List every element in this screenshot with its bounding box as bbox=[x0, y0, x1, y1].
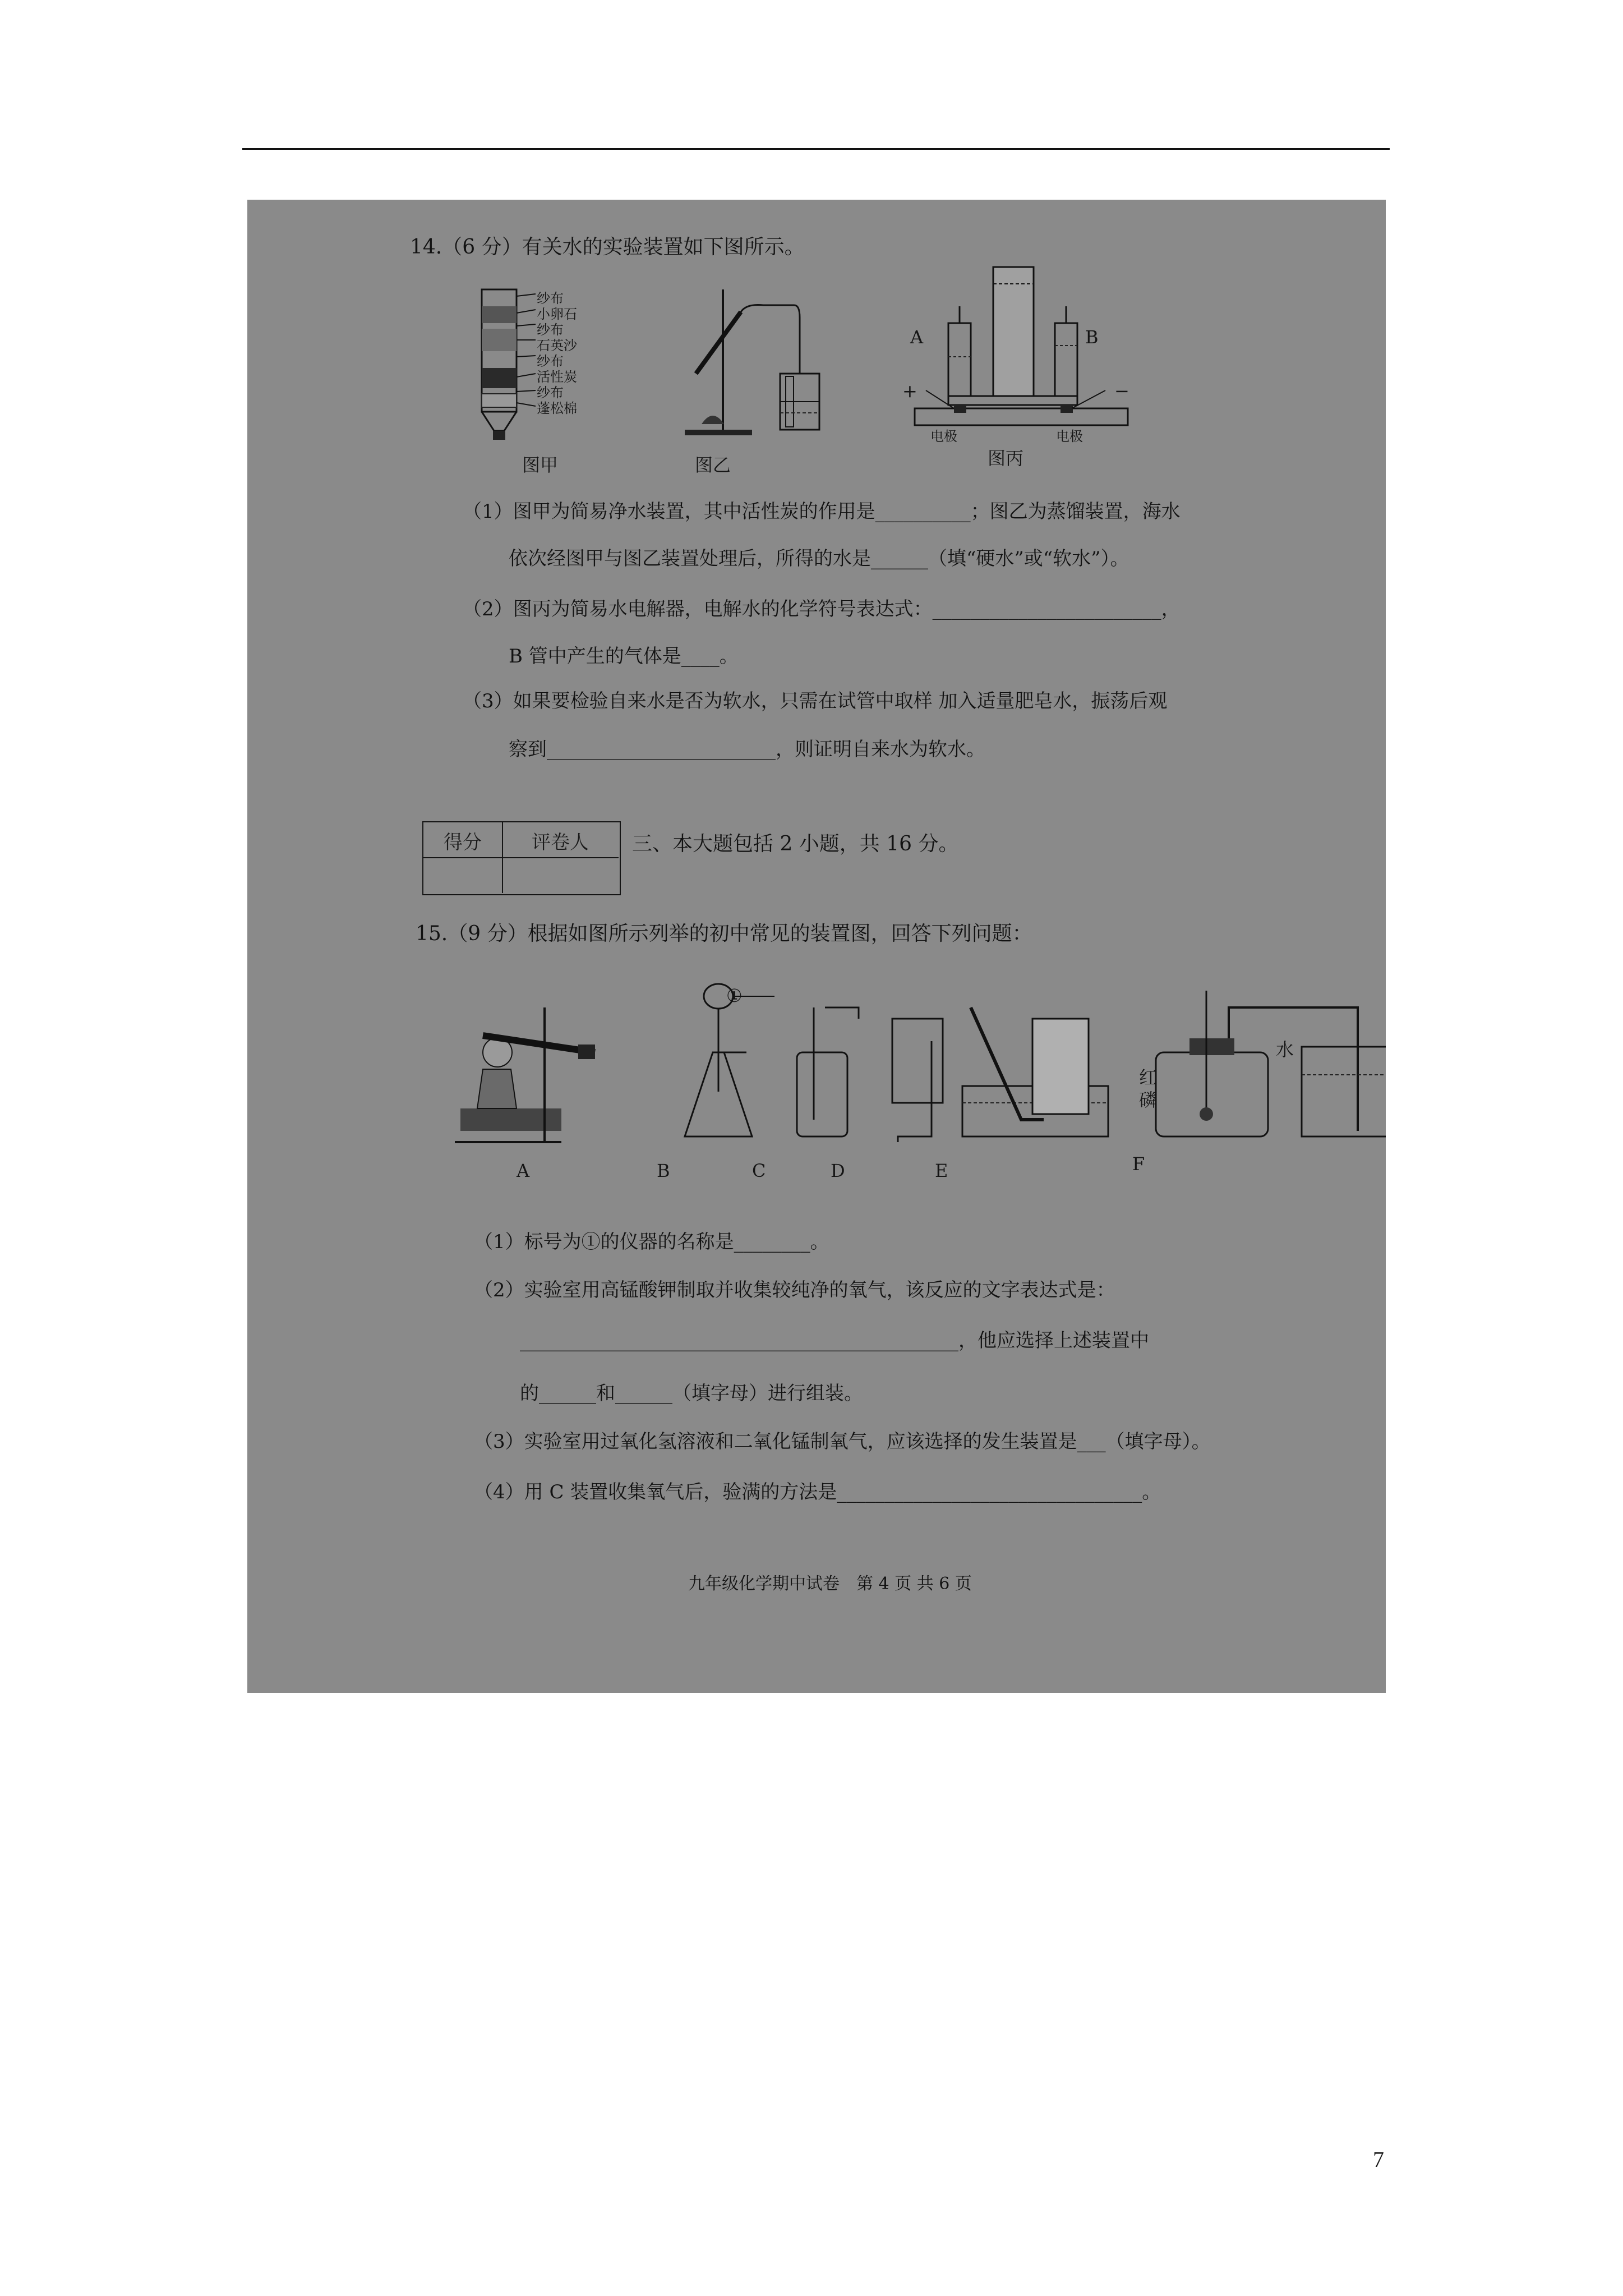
q15-part2-line2: ______________________________________________，他应选择上述装置中 bbox=[520, 1329, 1149, 1352]
score-cell-header bbox=[423, 822, 503, 858]
apparatus-label-d: D bbox=[831, 1160, 845, 1181]
q15-part2-line1: （2）实验室用高锰酸钾制取并收集较纯净的氧气，该反应的文字表达式是： bbox=[474, 1279, 1115, 1301]
q15-header: 15.（9 分）根据如图所示列举的初中常见的装置图，回答下列问题： bbox=[416, 922, 1032, 945]
q14-part3-line2: 察到________________________，则证明自来水为软水。 bbox=[509, 738, 985, 761]
filter-label-3: 纱布 bbox=[537, 322, 564, 338]
q14-part3-line1: （3）如果要检验自来水是否为软水，只需在试管中取样 加入适量肥皂水，振荡后观 bbox=[463, 690, 1168, 712]
filter-label-5: 纱布 bbox=[537, 353, 564, 369]
q14-part1-line1: （1）图甲为简易净水装置，其中活性炭的作用是__________；图乙为蒸馏装置，海水 bbox=[463, 500, 1181, 523]
fig-electrolysis-apparatus bbox=[903, 261, 1139, 441]
page-number: 7 bbox=[1373, 2147, 1384, 2172]
filter-label-1: 纱布 bbox=[537, 291, 564, 306]
score-label: 得分 bbox=[444, 831, 482, 854]
q15-part2-line3: 的______和______（填字母）进行组装。 bbox=[520, 1382, 863, 1405]
filter-label-8: 蓬松棉 bbox=[537, 401, 577, 416]
red-phosphorus-label-1: 红 bbox=[1139, 1067, 1158, 1088]
q14-part2-line2: B 管中产生的气体是____。 bbox=[509, 645, 739, 668]
filter-label-7: 纱布 bbox=[537, 385, 564, 401]
fig-c-tube-a: A bbox=[910, 326, 924, 348]
section3-title: 三、本大题包括 2 小题，共 16 分。 bbox=[632, 832, 959, 855]
grader-cell-header bbox=[502, 822, 619, 858]
grader-label: 评卷人 bbox=[532, 831, 589, 854]
header-rule bbox=[242, 148, 1390, 150]
apparatus-label-c: C bbox=[752, 1160, 766, 1181]
fig-c-plus: + bbox=[902, 380, 917, 402]
apparatus-label-a: A bbox=[517, 1160, 530, 1181]
filter-label-6: 活性炭 bbox=[537, 369, 577, 385]
red-phosphorus-label-2: 磷 bbox=[1139, 1089, 1158, 1111]
apparatus-label-f: F bbox=[1132, 1153, 1145, 1175]
water-label: 水 bbox=[1276, 1039, 1294, 1060]
fig-c-minus: − bbox=[1114, 380, 1129, 402]
q14-part1-line2: 依次经图甲与图乙装置处理后，所得的水是______（填“硬水”或“软水”）。 bbox=[509, 547, 1129, 570]
score-cell-value[interactable] bbox=[423, 857, 503, 893]
q15-marker: ① bbox=[726, 985, 743, 1006]
fig-c-tube-b: B bbox=[1085, 326, 1099, 348]
apparatus-label-e: E bbox=[935, 1160, 948, 1181]
apparatus-label-b: B bbox=[657, 1160, 670, 1181]
fig-a-caption: 图甲 bbox=[522, 454, 559, 476]
fig-lab-apparatus-row bbox=[449, 974, 1386, 1165]
score-table bbox=[422, 821, 621, 895]
fig-c-electrode-left: 电极 bbox=[930, 429, 957, 444]
filter-label-2: 小卵石 bbox=[537, 306, 577, 322]
filter-label-4: 石英沙 bbox=[537, 338, 577, 353]
scanned-exam-page bbox=[247, 200, 1386, 1693]
q15-part4: （4）用 C 装置收集氧气后，验满的方法是________________________________。 bbox=[474, 1481, 1161, 1503]
fig-c-electrode-right: 电极 bbox=[1056, 429, 1083, 444]
q15-part3: （3）实验室用过氧化氢溶液和二氧化锰制氧气，应该选择的发生装置是___（填字母）。 bbox=[474, 1430, 1211, 1453]
q14-header: 14.（6 分）有关水的实验装置如下图所示。 bbox=[410, 236, 805, 259]
fig-b-caption: 图乙 bbox=[695, 454, 731, 476]
fig-c-caption: 图丙 bbox=[988, 448, 1024, 469]
fig-distillation-apparatus bbox=[679, 278, 847, 447]
exam-footer: 九年级化学期中试卷 第 4 页 共 6 页 bbox=[688, 1574, 972, 1594]
q15-part1: （1）标号为①的仪器的名称是________。 bbox=[474, 1231, 829, 1253]
q14-part2-line1: （2）图丙为简易水电解器，电解水的化学符号表达式：________________________， bbox=[463, 598, 1181, 620]
